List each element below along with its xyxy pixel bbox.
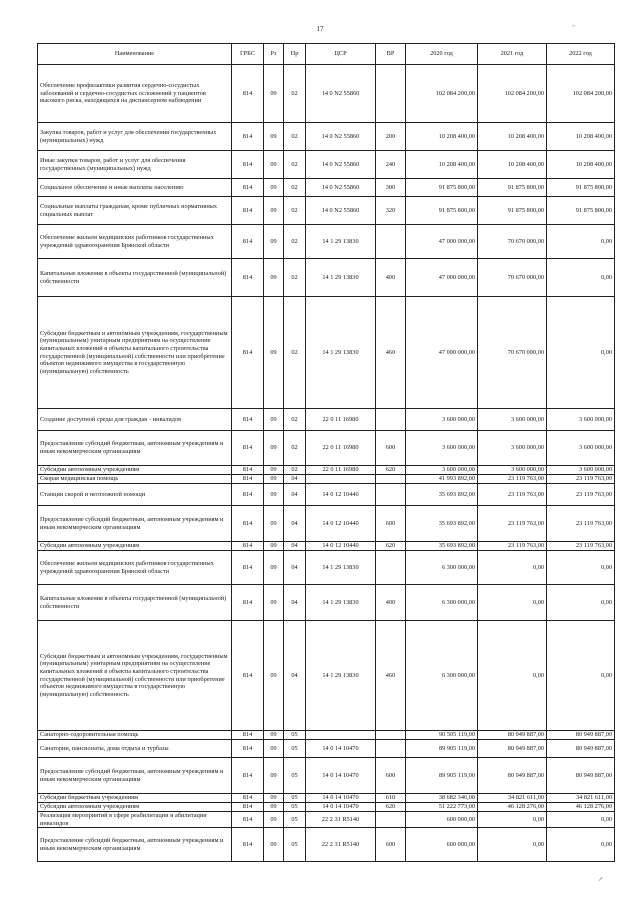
- cell-vr: [376, 225, 406, 259]
- cell-y2021: 0,00: [478, 621, 547, 731]
- cell-vr: 400: [376, 585, 406, 621]
- cell-y2020: 47 000 000,00: [406, 259, 478, 297]
- cell-rz: 09: [264, 123, 284, 151]
- cell-grbs: 814: [232, 828, 264, 862]
- cell-y2021: 0,00: [478, 551, 547, 585]
- cell-y2022: 0,00: [547, 297, 615, 409]
- cell-vr: 200: [376, 123, 406, 151]
- cell-vr: 600: [376, 828, 406, 862]
- cell-y2020: 47 000 000,00: [406, 225, 478, 259]
- cell-csr: 14 1 29 13830: [306, 585, 376, 621]
- cell-csr: 14 1 29 13830: [306, 259, 376, 297]
- cell-grbs: 814: [232, 758, 264, 794]
- cell-y2021: 0,00: [478, 828, 547, 862]
- table-row: [38, 297, 615, 409]
- cell-name: Иные закупки товаров, работ и услуг для обеспечения государственных (муниципальных) нужд: [38, 151, 232, 179]
- cell-vr: 300: [376, 179, 406, 197]
- cell-y2022: 10 208 400,00: [547, 123, 615, 151]
- cell-y2020: 102 084 200,00: [406, 65, 478, 123]
- cell-y2021: 23 119 763,00: [478, 506, 547, 542]
- cell-y2020: 91 875 800,00: [406, 179, 478, 197]
- cell-y2022: 23 119 763,00: [547, 542, 615, 551]
- cell-name: Создание доступной среды для граждан - инвалидов: [38, 409, 232, 431]
- cell-y2022: 0,00: [547, 225, 615, 259]
- cell-vr: [376, 65, 406, 123]
- cell-y2022: 80 949 887,00: [547, 731, 615, 740]
- cell-csr: 14 1 29 13830: [306, 225, 376, 259]
- cell-pr: 02: [284, 431, 306, 466]
- cell-grbs: 814: [232, 123, 264, 151]
- table-row: [38, 409, 615, 431]
- cell-y2021: 0,00: [478, 812, 547, 828]
- cell-name: Санатории, пансионаты, дома отдыха и турбазы: [38, 740, 232, 758]
- cell-pr: 02: [284, 179, 306, 197]
- table-row: [38, 179, 615, 197]
- cell-name: Станции скорой и неотложной помощи: [38, 484, 232, 506]
- cell-y2020: 89 905 119,00: [406, 758, 478, 794]
- cell-csr: 14 1 29 13830: [306, 551, 376, 585]
- column-header: 2021 год: [478, 44, 547, 65]
- cell-grbs: 814: [232, 803, 264, 812]
- cell-y2020: 3 600 000,00: [406, 409, 478, 431]
- cell-rz: 09: [264, 259, 284, 297]
- cell-rz: 09: [264, 197, 284, 225]
- cell-grbs: 814: [232, 731, 264, 740]
- cell-grbs: 814: [232, 197, 264, 225]
- cell-name: Обеспечение профилактики развития сердечно-сосудистых заболеваний и сердечно-сосудистых осложнений у пациентов высокого риска, находящихся на диспансерном наблюдении: [38, 65, 232, 123]
- cell-y2021: 70 670 000,00: [478, 259, 547, 297]
- cell-pr: 02: [284, 65, 306, 123]
- cell-csr: 14 0 N2 55860: [306, 197, 376, 225]
- cell-grbs: 814: [232, 542, 264, 551]
- cell-vr: 600: [376, 506, 406, 542]
- cell-grbs: 814: [232, 297, 264, 409]
- table-row: [38, 621, 615, 731]
- cell-vr: 600: [376, 758, 406, 794]
- column-header: Рз: [264, 44, 284, 65]
- cell-grbs: 814: [232, 484, 264, 506]
- cell-csr: 14 0 N2 55860: [306, 65, 376, 123]
- cell-csr: 22 0 11 16980: [306, 431, 376, 466]
- table-row: [38, 197, 615, 225]
- cell-y2021: 80 949 887,00: [478, 731, 547, 740]
- cell-pr: 05: [284, 794, 306, 803]
- cell-grbs: 814: [232, 466, 264, 475]
- cell-y2021: 91 875 800,00: [478, 197, 547, 225]
- cell-pr: 02: [284, 197, 306, 225]
- cell-vr: 600: [376, 431, 406, 466]
- cell-csr: [306, 731, 376, 740]
- cell-y2021: 70 670 000,00: [478, 297, 547, 409]
- table-row: [38, 828, 615, 862]
- cell-vr: [376, 475, 406, 484]
- cell-csr: 14 0 N2 55860: [306, 151, 376, 179]
- cell-name: Скорая медицинская помощь: [38, 475, 232, 484]
- cell-rz: 09: [264, 621, 284, 731]
- cell-grbs: 814: [232, 259, 264, 297]
- cell-y2021: 3 600 000,00: [478, 409, 547, 431]
- cell-pr: 02: [284, 409, 306, 431]
- cell-name: Капитальные вложения в объекты государственной (муниципальной) собственности: [38, 259, 232, 297]
- cell-y2020: 41 993 892,00: [406, 475, 478, 484]
- cell-vr: [376, 740, 406, 758]
- cell-rz: 09: [264, 484, 284, 506]
- cell-y2021: 70 670 000,00: [478, 225, 547, 259]
- cell-y2021: 46 128 276,00: [478, 803, 547, 812]
- cell-y2020: 10 208 400,00: [406, 123, 478, 151]
- cell-y2020: 51 222 773,00: [406, 803, 478, 812]
- cell-name: Предоставление субсидий бюджетным, автономным учреждениям и иным некоммерческим организациям: [38, 431, 232, 466]
- table-row: [38, 506, 615, 542]
- cell-csr: 22 2 31 R5140: [306, 812, 376, 828]
- cell-y2022: 34 821 611,00: [547, 794, 615, 803]
- cell-name: Обеспечение жильем медицинских работников государственных учреждений здравоохранения Брянской области: [38, 225, 232, 259]
- cell-rz: 09: [264, 409, 284, 431]
- cell-pr: 02: [284, 466, 306, 475]
- cell-y2021: 80 949 887,00: [478, 758, 547, 794]
- cell-vr: 460: [376, 621, 406, 731]
- column-header: Наименование: [38, 44, 232, 65]
- cell-y2020: 89 905 119,00: [406, 740, 478, 758]
- cell-name: Капитальные вложения в объекты государственной (муниципальной) собственности: [38, 585, 232, 621]
- cell-csr: 14 1 29 13830: [306, 621, 376, 731]
- cell-rz: 09: [264, 151, 284, 179]
- table-row: [38, 542, 615, 551]
- cell-pr: 04: [284, 475, 306, 484]
- cell-rz: 09: [264, 812, 284, 828]
- cell-csr: 14 0 14 10470: [306, 740, 376, 758]
- cell-rz: 09: [264, 551, 284, 585]
- cell-y2020: 10 208 400,00: [406, 151, 478, 179]
- cell-pr: 05: [284, 828, 306, 862]
- table-row: [38, 431, 615, 466]
- cell-pr: 05: [284, 731, 306, 740]
- cell-vr: [376, 731, 406, 740]
- cell-grbs: 814: [232, 225, 264, 259]
- cell-csr: 22 2 31 R5140: [306, 828, 376, 862]
- cell-vr: 620: [376, 542, 406, 551]
- cell-y2022: 0,00: [547, 812, 615, 828]
- cell-y2021: 34 821 611,00: [478, 794, 547, 803]
- cell-rz: 09: [264, 431, 284, 466]
- page-number: 17: [316, 25, 324, 33]
- cell-name: Предоставление субсидий бюджетным, автономным учреждениям и иным некоммерческим организациям: [38, 828, 232, 862]
- cell-y2020: 35 693 892,00: [406, 542, 478, 551]
- table-body: [38, 65, 615, 862]
- table-row: [38, 551, 615, 585]
- cell-grbs: 814: [232, 151, 264, 179]
- cell-pr: 05: [284, 803, 306, 812]
- column-header: 2020 год: [406, 44, 478, 65]
- cell-y2021: 3 600 000,00: [478, 431, 547, 466]
- cell-pr: 02: [284, 151, 306, 179]
- cell-y2021: 23 119 763,00: [478, 484, 547, 506]
- cell-name: Реализация мероприятий в сфере реабилитации и абилитации инвалидов: [38, 812, 232, 828]
- table-row: [38, 731, 615, 740]
- cell-y2021: 80 949 887,00: [478, 740, 547, 758]
- budget-table: [37, 43, 615, 862]
- cell-rz: 09: [264, 179, 284, 197]
- cell-csr: 14 0 12 10440: [306, 484, 376, 506]
- column-header: Пр: [284, 44, 306, 65]
- cell-csr: 14 0 14 10470: [306, 758, 376, 794]
- cell-y2020: 6 300 000,00: [406, 551, 478, 585]
- cell-csr: 14 0 12 10440: [306, 542, 376, 551]
- table-row: [38, 794, 615, 803]
- cell-csr: 22 0 11 16980: [306, 409, 376, 431]
- table-row: [38, 812, 615, 828]
- cell-grbs: 814: [232, 65, 264, 123]
- cell-y2022: 80 949 887,00: [547, 758, 615, 794]
- cell-pr: 04: [284, 542, 306, 551]
- cell-csr: 14 0 N2 55860: [306, 179, 376, 197]
- cell-grbs: 814: [232, 506, 264, 542]
- cell-name: Субсидии бюджетным учреждениям: [38, 794, 232, 803]
- cell-csr: 14 0 N2 55860: [306, 123, 376, 151]
- cell-y2022: 10 208 400,00: [547, 151, 615, 179]
- cell-vr: 620: [376, 466, 406, 475]
- cell-y2020: 47 000 000,00: [406, 297, 478, 409]
- cell-y2022: 0,00: [547, 551, 615, 585]
- cell-rz: 09: [264, 585, 284, 621]
- cell-name: Субсидии автономным учреждениям: [38, 542, 232, 551]
- cell-csr: 14 1 29 13830: [306, 297, 376, 409]
- cell-y2020: 3 600 000,00: [406, 431, 478, 466]
- cell-csr: [306, 475, 376, 484]
- cell-y2022: 23 119 763,00: [547, 506, 615, 542]
- cell-vr: [376, 812, 406, 828]
- cell-rz: 09: [264, 794, 284, 803]
- cell-grbs: 814: [232, 409, 264, 431]
- cell-rz: 09: [264, 828, 284, 862]
- cell-name: Закупка товаров, работ и услуг для обеспечения государственных (муниципальных) нужд: [38, 123, 232, 151]
- cell-name: Социальные выплаты гражданам, кроме публичных нормативных социальных выплат: [38, 197, 232, 225]
- cell-y2020: 90 505 119,00: [406, 731, 478, 740]
- cell-y2020: 3 600 000,00: [406, 466, 478, 475]
- cell-y2020: 91 875 800,00: [406, 197, 478, 225]
- cell-y2020: 38 682 346,00: [406, 794, 478, 803]
- cell-vr: 400: [376, 259, 406, 297]
- cell-pr: 04: [284, 585, 306, 621]
- cell-y2020: 6 300 000,00: [406, 621, 478, 731]
- table-row: [38, 475, 615, 484]
- cell-grbs: 814: [232, 812, 264, 828]
- cell-name: Субсидии бюджетным и автономным учреждениям, государственным (муниципальным) унитарным предприятиям на осуществление капитальных вложений в объекты капитального строительства государственной (муниципальной) собственности или приобретение объектов недвижимого имущества в государственную (муниципальную) собственность: [38, 621, 232, 731]
- cell-vr: 240: [376, 151, 406, 179]
- cell-rz: 09: [264, 803, 284, 812]
- cell-rz: 09: [264, 731, 284, 740]
- cell-pr: 04: [284, 506, 306, 542]
- cell-csr: 22 0 11 16980: [306, 466, 376, 475]
- cell-y2021: 23 119 763,00: [478, 475, 547, 484]
- cell-rz: 09: [264, 542, 284, 551]
- cell-y2022: 0,00: [547, 585, 615, 621]
- cell-y2021: 3 600 000,00: [478, 466, 547, 475]
- cell-y2022: 0,00: [547, 828, 615, 862]
- cell-vr: 320: [376, 197, 406, 225]
- cell-y2020: 35 693 892,00: [406, 506, 478, 542]
- cell-grbs: 814: [232, 179, 264, 197]
- cell-rz: 09: [264, 65, 284, 123]
- cell-csr: 14 0 12 10440: [306, 506, 376, 542]
- cell-name: Санаторно-оздоровительная помощь: [38, 731, 232, 740]
- cell-name: Социальное обеспечение и иные выплаты населению: [38, 179, 232, 197]
- cell-rz: 09: [264, 466, 284, 475]
- cell-pr: 02: [284, 123, 306, 151]
- cell-name: Субсидии бюджетным и автономным учреждениям, государственным (муниципальным) унитарным предприятиям на осуществление капитальных вложений в объекты капитального строительства государственной (муниципальной) собственности или приобретение объектов недвижимого имущества в государственную (муниципальную) собственность: [38, 297, 232, 409]
- cell-y2022: 23 119 763,00: [547, 475, 615, 484]
- cell-y2022: 3 600 000,00: [547, 431, 615, 466]
- cell-rz: 09: [264, 740, 284, 758]
- cell-y2022: 91 875 800,00: [547, 197, 615, 225]
- cell-grbs: 814: [232, 794, 264, 803]
- cell-rz: 09: [264, 506, 284, 542]
- cell-name: Субсидии автономным учреждениям: [38, 466, 232, 475]
- cell-vr: [376, 551, 406, 585]
- cell-y2022: 3 600 000,00: [547, 466, 615, 475]
- table-row: [38, 758, 615, 794]
- cell-name: Обеспечение жильем медицинских работников государственных учреждений здравоохранения Брянской области: [38, 551, 232, 585]
- table-row: [38, 123, 615, 151]
- table-row: [38, 259, 615, 297]
- cell-pr: 02: [284, 259, 306, 297]
- cell-csr: 14 0 14 10470: [306, 794, 376, 803]
- cell-grbs: 814: [232, 431, 264, 466]
- cell-y2022: 46 128 276,00: [547, 803, 615, 812]
- table-row: [38, 151, 615, 179]
- table-row: [38, 740, 615, 758]
- cell-vr: 610: [376, 794, 406, 803]
- cell-vr: [376, 484, 406, 506]
- column-header: ВР: [376, 44, 406, 65]
- cell-grbs: 814: [232, 585, 264, 621]
- cell-pr: 04: [284, 484, 306, 506]
- cell-name: Предоставление субсидий бюджетным, автономным учреждениям и иным некоммерческим организациям: [38, 506, 232, 542]
- cell-rz: 09: [264, 475, 284, 484]
- cell-pr: 02: [284, 297, 306, 409]
- cell-grbs: 814: [232, 740, 264, 758]
- table-row: [38, 585, 615, 621]
- cell-y2022: 23 119 763,00: [547, 484, 615, 506]
- cell-name: Субсидии автономным учреждениям: [38, 803, 232, 812]
- cell-y2020: 35 693 892,00: [406, 484, 478, 506]
- cell-y2022: 3 600 000,00: [547, 409, 615, 431]
- cell-pr: 04: [284, 551, 306, 585]
- corner-mark: ↗: [598, 877, 604, 883]
- cell-y2021: 23 119 763,00: [478, 542, 547, 551]
- cell-csr: 14 0 14 10470: [306, 803, 376, 812]
- cell-pr: 05: [284, 758, 306, 794]
- table-row: [38, 225, 615, 259]
- column-header: ГРБС: [232, 44, 264, 65]
- table-header-row: [38, 44, 615, 65]
- table-row: [38, 466, 615, 475]
- cell-y2020: 600 000,00: [406, 812, 478, 828]
- cell-y2020: 6 300 000,00: [406, 585, 478, 621]
- cell-name: Предоставление субсидий бюджетным, автономным учреждениям и иным некоммерческим организациям: [38, 758, 232, 794]
- cell-y2021: 0,00: [478, 585, 547, 621]
- cell-y2022: 91 875 800,00: [547, 179, 615, 197]
- cell-vr: [376, 409, 406, 431]
- cell-vr: 460: [376, 297, 406, 409]
- cell-pr: 04: [284, 621, 306, 731]
- cell-y2021: 10 208 400,00: [478, 151, 547, 179]
- column-header: 2022 год: [547, 44, 615, 65]
- cell-y2022: 0,00: [547, 621, 615, 731]
- cell-y2021: 10 208 400,00: [478, 123, 547, 151]
- cell-y2022: 80 949 887,00: [547, 740, 615, 758]
- table-row: [38, 484, 615, 506]
- cell-vr: 620: [376, 803, 406, 812]
- cell-rz: 09: [264, 758, 284, 794]
- cell-y2020: 600 000,00: [406, 828, 478, 862]
- table-row: [38, 65, 615, 123]
- cell-y2022: 0,00: [547, 259, 615, 297]
- corner-mark: ~: [572, 24, 576, 30]
- cell-rz: 09: [264, 297, 284, 409]
- cell-rz: 09: [264, 225, 284, 259]
- cell-y2021: 91 875 800,00: [478, 179, 547, 197]
- cell-y2021: 102 084 200,00: [478, 65, 547, 123]
- cell-grbs: 814: [232, 621, 264, 731]
- cell-y2022: 102 084 200,00: [547, 65, 615, 123]
- table-row: [38, 803, 615, 812]
- cell-grbs: 814: [232, 551, 264, 585]
- column-header: ЦСР: [306, 44, 376, 65]
- cell-pr: 02: [284, 225, 306, 259]
- cell-pr: 05: [284, 812, 306, 828]
- cell-grbs: 814: [232, 475, 264, 484]
- cell-pr: 05: [284, 740, 306, 758]
